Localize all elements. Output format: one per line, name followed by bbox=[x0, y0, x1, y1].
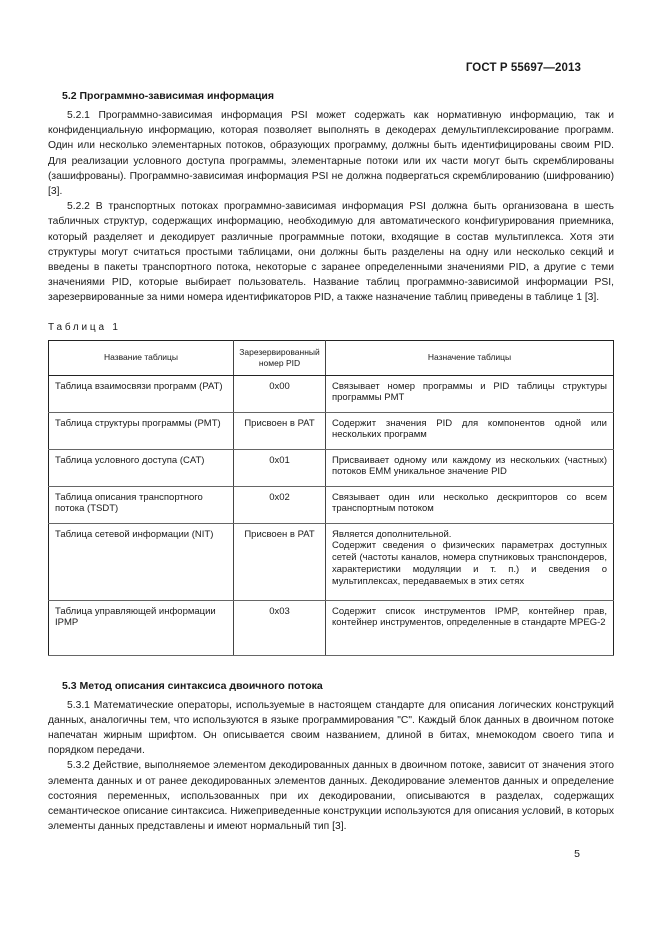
table-row bbox=[49, 449, 614, 486]
table-row bbox=[49, 412, 614, 449]
table-name-cell: Таблица структуры программы (PMT) bbox=[49, 412, 234, 449]
table-name-cell: Таблица управляющей информации IPMP bbox=[49, 600, 234, 655]
table-name-cell: Таблица описания транспортного потока (TSDT) bbox=[49, 486, 234, 523]
table-row bbox=[49, 486, 614, 523]
section-5-2-title: 5.2 Программно-зависимая информация bbox=[62, 90, 274, 102]
psi-table bbox=[48, 340, 614, 656]
table-caption: Таблица 1 bbox=[48, 321, 121, 333]
table-name-cell: Таблица сетевой информации (NIT) bbox=[49, 523, 234, 600]
header-table-purpose: Назначение таблицы bbox=[326, 340, 614, 375]
paragraph-5-2-1: 5.2.1 Программно-зависимая информация PSI может содержать как нормативную информацию, так и конфиденциальную информацию, которая позволяет выполнять в декодерах демультиплексирование программ. Один или несколько элементарных потоков, образующих программу, должны быть идентифицированы своим PID. Для реализации условного доступа программы, элементарные потоки или их части могут быть скремблированы (зашифрованы). Программно-зависимая информация PSI не должна подвергаться скремблированию (шифрованию) [3]. bbox=[48, 110, 614, 198]
purpose-cell: Является дополнительной. Содержит сведения о физических параметрах доступных сетей (частоты каналов, номера спутниковых транспондеров, характеристики модуляции и т. п.) и сведения о мультиплексах, передаваемых в этих сетях bbox=[326, 523, 614, 600]
section-5-3-title: 5.3 Метод описания синтаксиса двоичного потока bbox=[62, 679, 323, 692]
paragraph-5-3-1: 5.3.1 Математические операторы, используемые в настоящем стандарте для описания логических конструкций данных, аналогичны тем, что используются в языке программирования "C". Каждый блок данных в двоичном потоке напечатан жирным шрифтом. Он описывается своим названием, длиной в битах, мнемокодом своего типа и порядком передачи. bbox=[48, 699, 614, 757]
table-name-cell: Таблица взаимосвязи программ (PAT) bbox=[49, 375, 234, 412]
purpose-cell: Содержит значения PID для компонентов одной или нескольких программ bbox=[326, 412, 614, 449]
paragraph-5-2-2: 5.2.2 В транспортных потоках программно-зависимая информация PSI должна быть организована в шесть табличных структур, содержащих информацию, необходимую для автоматического конфигурирования приемника, который разделяет и декодирует различные программные потоки, входящие в состав мультиплекса. Хотя эти структуры могут считаться простыми таблицами, они должны быть разделены на одну или несколько секций и введены в пакеты транспортного потока, некоторые с заранее определенными значениями PID, а другие с теми значениями PID, которые выбирает пользователь. Название таблиц программно-зависимой информации PSI, зарезервированные за ними номера идентификаторов PID, а также назначение таблиц приведены в таблице 1 [3]. bbox=[48, 201, 614, 304]
pid-cell: 0x03 bbox=[234, 600, 326, 655]
table-row bbox=[49, 523, 614, 600]
purpose-cell: Содержит список инструментов IPMP, контейнер прав, контейнер инструментов, определенные в стандарте MPEG-2 bbox=[326, 600, 614, 655]
table-row bbox=[49, 375, 614, 412]
pid-cell: 0x02 bbox=[234, 486, 326, 523]
table-header-row bbox=[49, 340, 614, 375]
pid-cell: 0x00 bbox=[234, 375, 326, 412]
paragraph-5-3-2: 5.3.2 Действие, выполняемое элементом декодированных данных в двоичном потоке, зависит от значения этого элемента данных и от ранее декодированных элементов данных. Декодирование элементов данных и определение состояния переменных, использованных при их декодировании, описываются в разделах, содержащих семантическое описание синтаксиса. Нижеприведенные конструкции используются для описания условий, в которых элементы данных представлены и имеют нормальный тип [3]. bbox=[48, 760, 614, 833]
purpose-cell: Связывает один или несколько дескрипторов со всем транспортным потоком bbox=[326, 486, 614, 523]
purpose-cell: Присваивает одному или каждому из нескольких (частных) потоков EMM уникальное значение PID bbox=[326, 449, 614, 486]
pid-cell: Присвоен в PAT bbox=[234, 412, 326, 449]
pid-cell: Присвоен в PAT bbox=[234, 523, 326, 600]
header-table-name: Название таблицы bbox=[49, 340, 234, 375]
purpose-cell: Связывает номер программы и PID таблицы структуры программы PMT bbox=[326, 375, 614, 412]
table-name-cell: Таблица условного доступа (CAT) bbox=[49, 449, 234, 486]
standard-number: ГОСТ Р 55697—2013 bbox=[465, 62, 581, 74]
table-row bbox=[49, 600, 614, 655]
page-number: 5 bbox=[574, 848, 580, 860]
header-reserved-pid: Зарезервированный номер PID bbox=[234, 340, 326, 375]
pid-cell: 0x01 bbox=[234, 449, 326, 486]
page-content bbox=[48, 90, 614, 834]
